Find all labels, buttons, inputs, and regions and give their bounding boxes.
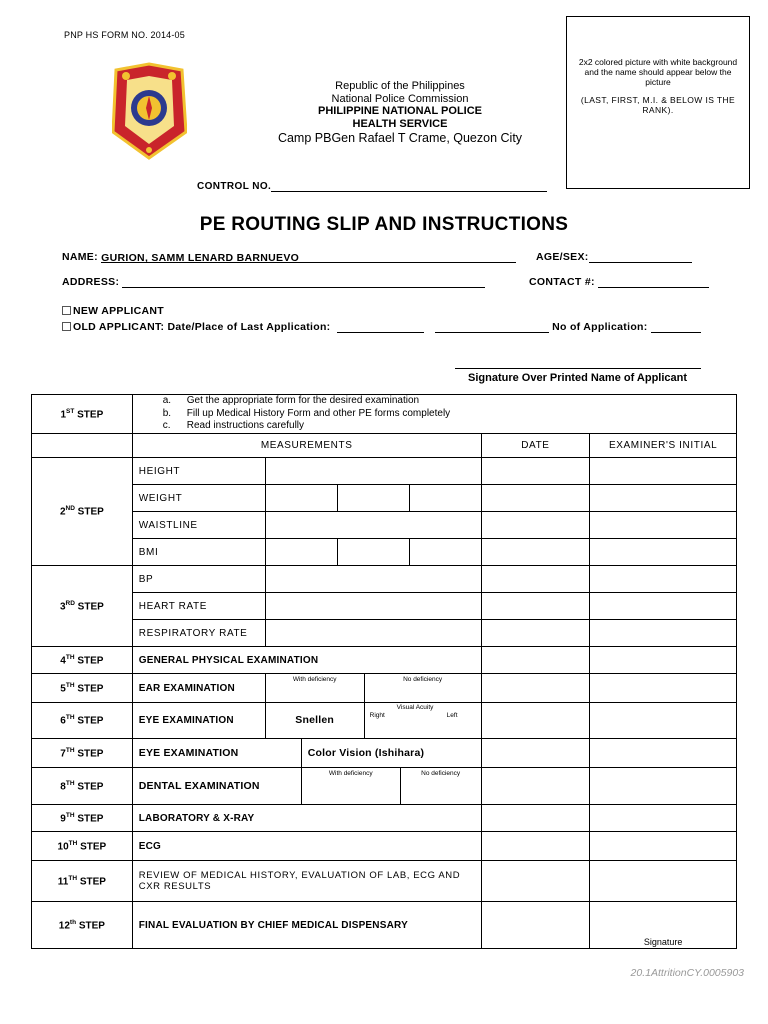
step-7-content [132,739,481,768]
step-10-row [32,832,737,861]
address-field[interactable] [122,277,485,288]
step-1-instructions [132,395,736,434]
new-applicant-checkbox[interactable] [62,306,71,315]
instruction-a: a. Get the appropriate form for the desired examination [162,395,420,407]
name-field[interactable]: GURION, SAMM LENARD BARNUEVO [101,252,516,263]
applicant-signature-label: Signature Over Printed Name of Applicant [468,372,688,384]
weight-cell-2[interactable] [337,485,409,512]
snellen-label: Snellen [266,703,365,738]
step-5-examiner-cell[interactable] [590,674,737,703]
contact-row [529,276,709,288]
age-sex-row [536,251,692,263]
weight-row [32,485,737,512]
step-9-row [32,805,737,832]
bmi-cell-3[interactable] [409,539,481,566]
step-11-text: REVIEW OF MEDICAL HISTORY, EVALUATION OF LAB, ECG AND CXR RESULTS [132,861,481,902]
heart-rate-examiner-cell[interactable] [590,593,737,620]
step-8-label: 8TH STEP [32,768,133,805]
step-7-label: 7TH STEP [32,739,133,768]
heart-rate-date-cell[interactable] [481,593,590,620]
address-label: ADDRESS: [62,276,120,288]
ear-deficiency-cell [265,674,481,703]
step-5-label: 5TH STEP [32,674,133,703]
instruction-c: c. Read instructions carefully [162,420,305,432]
old-applicant-label: OLD APPLICANT: Date/Place of Last Application: [73,321,331,333]
step-10-label: 10TH STEP [32,832,133,861]
step-1-row [32,395,737,434]
respiratory-rate-date-cell[interactable] [481,620,590,647]
waistline-date-cell[interactable] [481,512,590,539]
bmi-row [32,539,737,566]
weight-examiner-cell[interactable] [590,485,737,512]
weight-cell-1[interactable] [265,485,337,512]
photo-instructions: 2x2 colored picture with white background and the name should appear below the picture [578,57,738,87]
bp-date-cell[interactable] [481,566,590,593]
step-11-examiner-cell[interactable] [590,861,737,902]
visual-acuity-label: Visual Acuity [396,704,434,711]
heart-rate-row [32,593,737,620]
weight-cell-3[interactable] [409,485,481,512]
old-applicant-row [62,321,701,333]
step-8-row [32,768,737,805]
respiratory-rate-examiner-cell[interactable] [590,620,737,647]
waistline-value-cell[interactable] [265,512,481,539]
date-header: DATE [481,434,590,458]
address-row [62,276,485,288]
step-10-date-cell[interactable] [481,832,590,861]
bp-row [32,566,737,593]
step-10-text: ECG [132,832,481,861]
heart-rate-label: HEART RATE [132,593,265,620]
new-applicant-label: NEW APPLICANT [73,305,165,317]
step-9-examiner-cell[interactable] [590,805,737,832]
footer-document-code: 20.1AttritionCY.0005903 [630,967,744,979]
height-examiner-cell[interactable] [590,458,737,485]
step-6-date-cell[interactable] [481,703,590,739]
step-11-row [32,861,737,902]
routing-table [31,394,737,949]
step-8-content [132,768,481,805]
form-title: PE ROUTING SLIP AND INSTRUCTIONS [199,214,569,235]
step-11-label: 11TH STEP [32,861,133,902]
step-10-examiner-cell[interactable] [590,832,737,861]
step-11-date-cell[interactable] [481,861,590,902]
step-8-examiner-cell[interactable] [590,768,737,805]
heart-rate-value-cell[interactable] [265,593,481,620]
contact-label: CONTACT #: [529,276,595,288]
new-applicant-row [62,305,164,317]
waistline-examiner-cell[interactable] [590,512,737,539]
step-4-text: GENERAL PHYSICAL EXAMINATION [132,647,481,674]
step-12-row [32,902,737,949]
letterhead [240,80,560,146]
step-12-date-cell[interactable] [481,902,590,949]
weight-label: WEIGHT [132,485,265,512]
applicant-signature-line[interactable] [455,368,701,369]
step-7-examiner-cell[interactable] [590,739,737,768]
instruction-b: b. Fill up Medical History Form and other PE forms completely [162,407,451,419]
bp-value-cell[interactable] [265,566,481,593]
photo-name-instructions: (LAST, FIRST, M.I. & BELOW IS THE RANK). [580,95,736,115]
old-applicant-checkbox[interactable] [62,322,71,331]
ear-with-deficiency[interactable]: With deficiency [266,674,365,702]
weight-date-cell[interactable] [481,485,590,512]
form-number: PNP HS FORM NO. 2014-05 [64,30,185,40]
dental-no-deficiency[interactable]: No deficiency [421,770,461,777]
step-9-label: 9TH STEP [32,805,133,832]
step-12-signature-cell[interactable] [590,902,737,949]
height-row [32,458,737,485]
step-5-text: EAR EXAMINATION [132,674,265,703]
step-12-label: 12th STEP [32,902,133,949]
step-8-text: DENTAL EXAMINATION [133,768,302,804]
height-date-cell[interactable] [481,458,590,485]
step-7-date-cell[interactable] [481,739,590,768]
letterhead-health-service: HEALTH SERVICE [352,117,448,130]
control-number-row [197,181,547,192]
height-value-cell[interactable] [265,458,481,485]
last-application-place-field[interactable] [435,322,549,333]
pnp-seal-logo [112,62,187,160]
step-4-label: 4TH STEP [32,647,133,674]
height-label: HEIGHT [132,458,265,485]
control-number-field[interactable] [271,181,547,192]
step-6-examiner-cell[interactable] [590,703,737,739]
waistline-label: WAISTLINE [132,512,265,539]
bmi-label: BMI [132,539,265,566]
step-4-examiner-cell[interactable] [590,647,737,674]
column-header-row [32,434,737,458]
left-eye-label: Left [446,712,458,719]
letterhead-pnp: PHILIPPINE NATIONAL POLICE [318,105,482,117]
name-row [62,251,516,263]
step-4-row [32,647,737,674]
age-sex-field[interactable] [589,252,692,263]
photo-placeholder-box[interactable] [566,16,750,189]
step-8-date-cell[interactable] [481,768,590,805]
blank-header-cell [32,434,133,458]
dental-with-deficiency[interactable]: With deficiency [302,768,401,804]
visual-acuity-area[interactable] [365,703,481,738]
step-7-row [32,739,737,768]
bp-label: BP [132,566,265,593]
step-12-text: FINAL EVALUATION BY CHIEF MEDICAL DISPENSARY [132,902,481,949]
step-1-label: 1ST STEP [32,395,133,434]
step-5-date-cell[interactable] [481,674,590,703]
step-6-label: 6TH STEP [32,703,133,739]
bp-examiner-cell[interactable] [590,566,737,593]
eye-snellen-cell [265,703,481,739]
step-2-label: 2ND STEP [32,458,133,566]
letterhead-commission: National Police Commission [331,92,469,105]
waistline-row [32,512,737,539]
step-4-date-cell[interactable] [481,647,590,674]
name-label: NAME: [62,251,98,263]
step-12-signature-label: Signature [643,937,683,947]
bmi-date-cell[interactable] [481,539,590,566]
letterhead-camp: Camp PBGen Rafael T Crame, Quezon City [277,131,523,145]
respiratory-rate-value-cell[interactable] [265,620,481,647]
no-of-application-label: No of Application: [552,321,648,333]
bmi-examiner-cell[interactable] [590,539,737,566]
respiratory-rate-row [32,620,737,647]
no-of-application-field[interactable] [651,322,701,333]
step-9-date-cell[interactable] [481,805,590,832]
control-number-label: CONTROL NO. [197,181,272,192]
contact-field[interactable] [598,277,709,288]
examiner-header: EXAMINER'S INITIAL [590,434,737,458]
bmi-cell-1[interactable] [265,539,337,566]
ear-no-deficiency[interactable]: No deficiency [403,676,443,683]
step-9-text: LABORATORY & X-RAY [132,805,481,832]
step-6-text: EYE EXAMINATION [132,703,265,739]
last-application-date-field[interactable] [337,322,424,333]
letterhead-republic: Republic of the Philippines [335,80,465,92]
bmi-cell-2[interactable] [337,539,409,566]
step-7-text: EYE EXAMINATION [133,739,302,767]
respiratory-rate-label: RESPIRATORY RATE [132,620,265,647]
right-eye-label: Right [369,712,385,719]
step-5-row [32,674,737,703]
age-sex-label: AGE/SEX: [536,251,589,263]
step-6-row [32,703,737,739]
step-3-label: 3RD STEP [32,566,133,647]
measurements-header: MEASUREMENTS [132,434,481,458]
color-vision-label[interactable]: Color Vision (Ishihara) [307,747,425,759]
